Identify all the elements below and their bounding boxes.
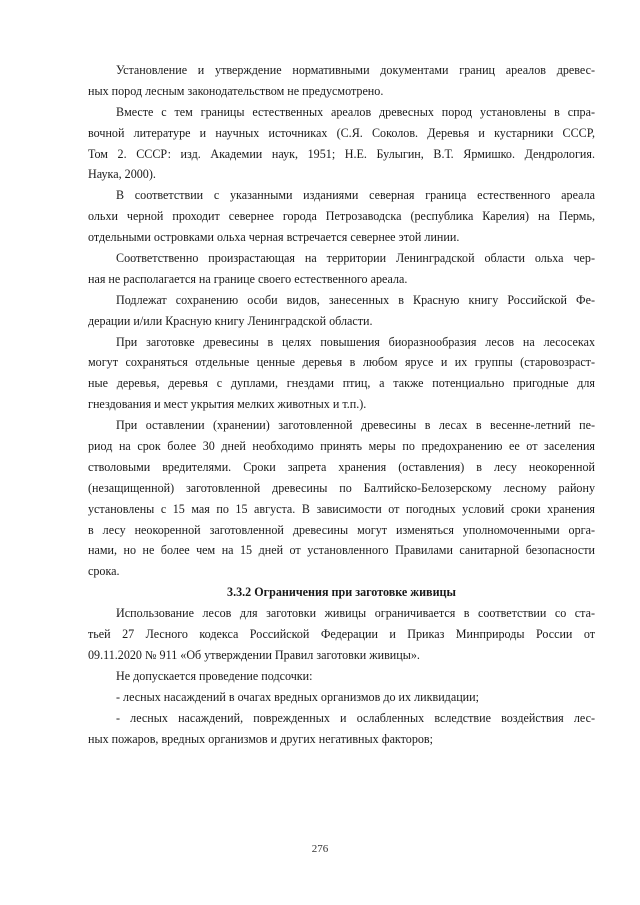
text-line: ных пожаров, вредных организмов и других негативных факторов; (88, 731, 433, 746)
text-line: вочной литературе и научных источниках (С.Я. Соколов. Деревья и кустарники СССР, (88, 125, 595, 140)
section-heading: 3.3.2 Ограничения при заготовке живицы (227, 585, 456, 600)
text-line: гнездования и мест укрытия мелких животных и т.п.). (88, 397, 367, 412)
text-line: ные деревья, деревья с дуплами, гнездами птиц, а также потенциально пригодные для (88, 376, 595, 391)
text-line: - лесных насаждений в очагах вредных организмов до их ликвидации; (116, 689, 479, 704)
text-line: могут сохраняться отдельные ценные деревья в любом ярусе и их группы (старовозраст- (88, 355, 595, 370)
text-line: дерации и/или Красную книгу Ленинградской области. (88, 313, 373, 328)
text-line: ная не располагается на границе своего естественного ареала. (88, 271, 408, 286)
text-line: Вместе с тем границы естественных ареалов древесных пород установлены в спра- (116, 104, 595, 119)
text-line: Установление и утверждение нормативными документами границ ареалов древес- (116, 63, 595, 77)
text-line: (незащищенной) заготовленной древесины по Балтийско-Белозерскому лесному району (88, 480, 595, 495)
page-number: 276 (311, 843, 329, 855)
text-line: 09.11.2020 № 911 «Об утверждении Правил заготовки живицы». (88, 647, 420, 662)
body-text-before-heading (88, 60, 595, 582)
text-line: Том 2. СССР: изд. Академии наук, 1951; Н.Е. Булыгин, В.Т. Ярмишко. Дендрология. (88, 146, 595, 161)
text-line: Не допускается проведение подсочки: (116, 668, 313, 683)
text-line: тьей 27 Лесного кодекса Российской Федерации и Приказ Минприроды России от (88, 627, 595, 642)
text-line: в лесу неокоренной заготовленной древесины могут изменяться уполномоченными орга- (88, 522, 595, 537)
text-line: При оставлении (хранении) заготовленной древесины в лесах в весенне-летний пе- (116, 418, 595, 433)
text-line: Наука, 2000). (88, 167, 156, 182)
text-line: В соответствии с указанными изданиями северная граница естественного ареала (116, 188, 595, 203)
text-line: ных пород лесным законодательством не предусмотрено. (88, 83, 384, 98)
text-line: стволовыми вредителями. Сроки запрета хранения (оставления) в лесу неокоренной (88, 459, 595, 474)
text-line: Использование лесов для заготовки живицы ограничивается в соответствии со ста- (116, 606, 595, 621)
text-line: При заготовке древесины в целях повышения биоразнообразия лесов на лесосеках (116, 334, 595, 349)
text-line: Подлежат сохранению особи видов, занесенных в Красную книгу Российской Фе- (116, 292, 595, 307)
text-line: нами, но не более чем на 15 дней от установленного Правилами санитарной безопасности (88, 543, 595, 558)
text-line: Соответственно произрастающая на территории Ленинградской области ольха чер- (116, 251, 595, 266)
document-page (88, 60, 595, 749)
text-line: риод на срок более 30 дней необходимо принять меры по предохранению ее от заселения (88, 439, 595, 454)
text-line: срока. (88, 564, 120, 579)
text-line: отдельными островками ольха черная встречается севернее этой линии. (88, 230, 460, 245)
text-line: - лесных насаждений, поврежденных и ослабленных вследствие воздействия лес- (116, 710, 595, 725)
body-text-after-heading (88, 603, 595, 749)
text-line: установлены с 15 мая по 15 августа. В зависимости от погодных условий сроки хранения (88, 501, 595, 516)
text-line: ольхи черной проходит севернее города Петрозаводска (республика Карелия) на Пермь, (88, 209, 595, 224)
